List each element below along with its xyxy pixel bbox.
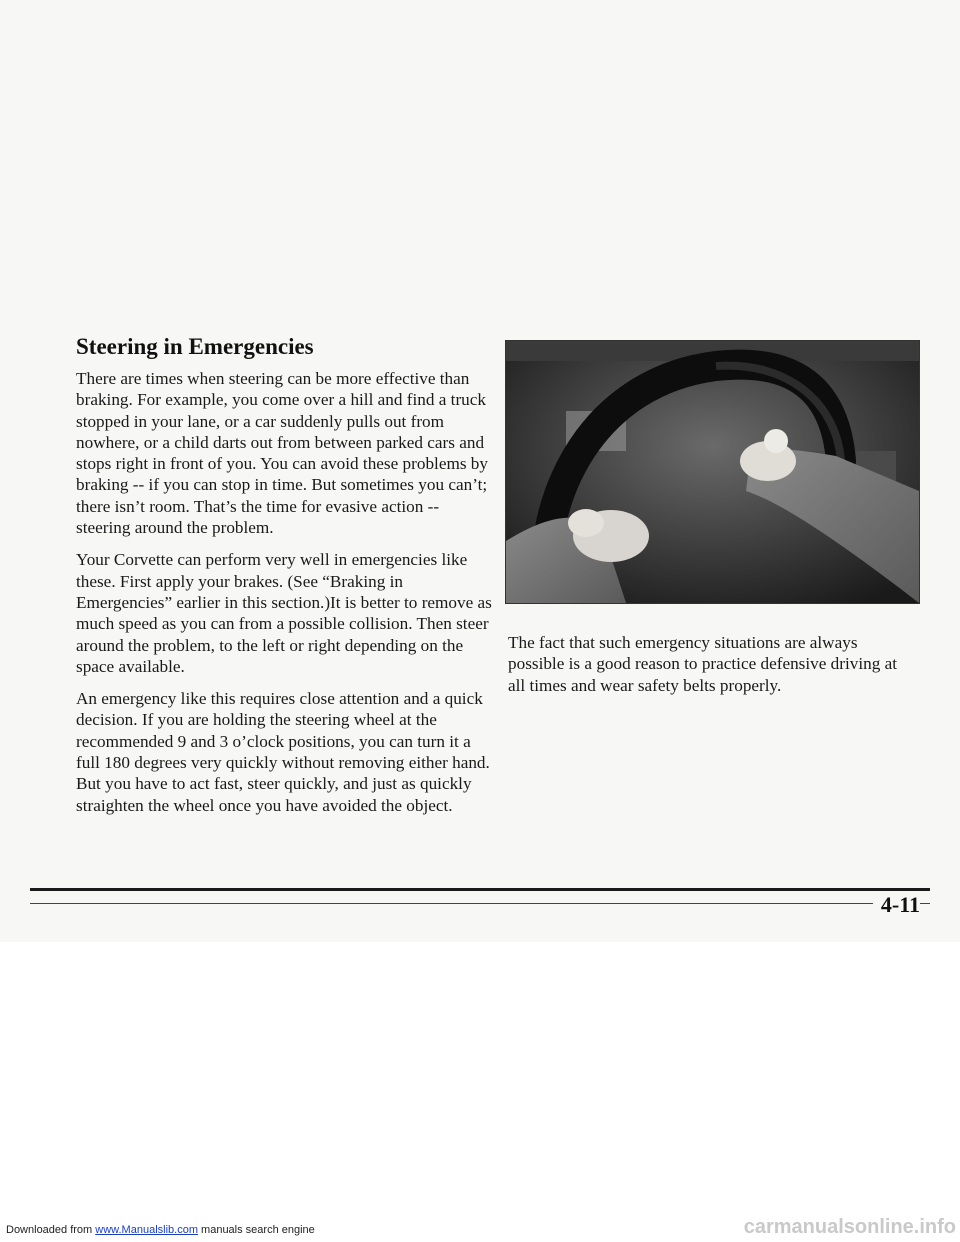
page-number: 4-11 [873,892,920,918]
left-column [76,368,496,827]
download-footer [6,1224,315,1236]
paragraph-3: An emergency like this requires close attention and a quick decision. If you are holding the steering wheel at the recommended 9 and 3 o’clock positions, you can turn it a full 180 degrees very quickly without removing either hand. But you have to act fast, steer quickly, and just as quickly straighten the wheel once you have avoided the object. [76,689,490,815]
paragraph-1: There are times when steering can be more effective than braking. For example, you come over a hill and find a truck stopped in your lane, or a car suddenly pulls out from nowhere, or a child darts out from between parked cars and stops right in front of you. You can avoid these problems by braking -- if you can stop in time. But sometimes you can’t; there isn’t room. That’s the time for evasive action -- steering around the problem. [76,369,488,538]
right-paragraph: The fact that such emergency situations are always possible is a good reason to practice defensive driving at all times and wear safety belts properly. [508,633,897,695]
paragraph-2: Your Corvette can perform very well in emergencies like these. First apply your brakes. (See “Braking in Emergencies” earlier in this section.)It is better to remove as much speed as you can from a possible collision. Then steer around the problem, to the left or right depending on the space available. [76,550,492,676]
section-heading: Steering in Emergencies [76,334,314,359]
footer-prefix: Downloaded from [6,1224,96,1236]
page-rule-thin [30,903,930,904]
page-rule-thick [30,888,930,891]
steering-wheel-photo [505,340,920,604]
manualslib-link[interactable]: www.Manualslib.com [95,1224,198,1236]
site-watermark: carmanualsonline.info [743,1216,956,1238]
footer-suffix: manuals search engine [197,1224,315,1236]
